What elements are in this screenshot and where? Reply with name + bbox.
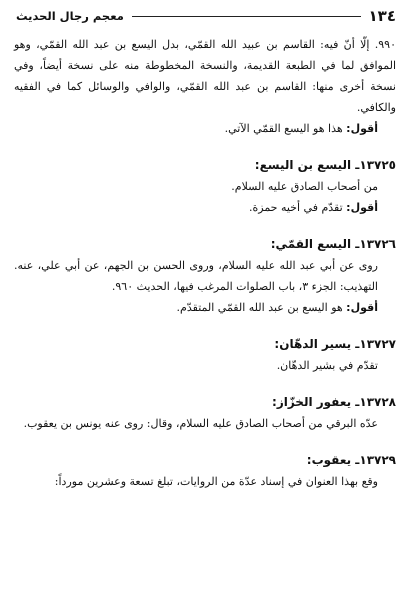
note-label: أقول: xyxy=(346,201,378,214)
spacer xyxy=(14,218,396,234)
note-label: أقول: xyxy=(346,122,378,135)
intro-paragraph: ٩٩٠. إلّا أنّ فيه: القاسم بن عبيد الله القمّي، بدل اليسع بن عبد الله القمّي، وهو الموافق لما في الطبعة القديمة، والنسخة المخطوطة منه على نسخة أيضاً، وفي نسخة أخرى منها: القاسم بن عبد الله القمّي، والوافي والوسائل كما في الفقيه والكافي. xyxy=(14,38,396,114)
page-content xyxy=(14,34,396,606)
entry-note xyxy=(14,297,396,318)
entry-heading: ١٣٧٢٦ـ اليسع القمّي: xyxy=(270,237,396,251)
entry-heading: ١٣٧٢٥ـ اليسع بن اليسع: xyxy=(254,158,396,172)
spacer xyxy=(14,318,396,334)
entry-body: روى عن أبي عبد الله عليه السلام، وروى الحسن بن الجهم، عن أبي علي، عنه. التهذيب: الجزء ٣، باب الصلوات المرغب فيها، الحديث ٩٦٠. xyxy=(14,259,378,293)
entry-body: وقع بهذا العنوان في إسناد عدّة من الروايات، تبلغ تسعة وعشرين مورداً: xyxy=(54,475,378,488)
spacer xyxy=(14,139,396,155)
entry-heading: ١٣٧٢٨ـ يعفور الخزّاز: xyxy=(272,395,396,409)
entry-heading: ١٣٧٢٩ـ يعقوب: xyxy=(306,453,396,467)
spacer xyxy=(14,376,396,392)
note-text: تقدّم في أخيه حمزة. xyxy=(248,201,347,214)
page-number: ١٣٤ xyxy=(368,7,396,25)
note-text: هذا هو اليسع القمّي الآتي. xyxy=(224,122,347,135)
intro-note xyxy=(14,118,396,139)
entry-body: عدّه البرقي من أصحاب الصادق عليه السلام، وقال: روى عنه يونس بن يعقوب. xyxy=(23,417,378,430)
entry-heading: ١٣٧٢٧ـ يسير الدهّان: xyxy=(274,337,396,351)
entry-body: تقدّم في بشير الدهّان. xyxy=(276,359,378,372)
header-rule xyxy=(132,16,361,17)
spacer xyxy=(14,434,396,450)
book-title: معجم رجال الحديث xyxy=(16,9,124,23)
entry-note xyxy=(14,197,396,218)
note-text: هو اليسع بن عبد الله القمّي المتقدّم. xyxy=(176,301,347,314)
page-header xyxy=(16,6,396,26)
note-label: أقول: xyxy=(346,301,378,314)
entry-body: من أصحاب الصادق عليه السلام. xyxy=(231,180,378,193)
